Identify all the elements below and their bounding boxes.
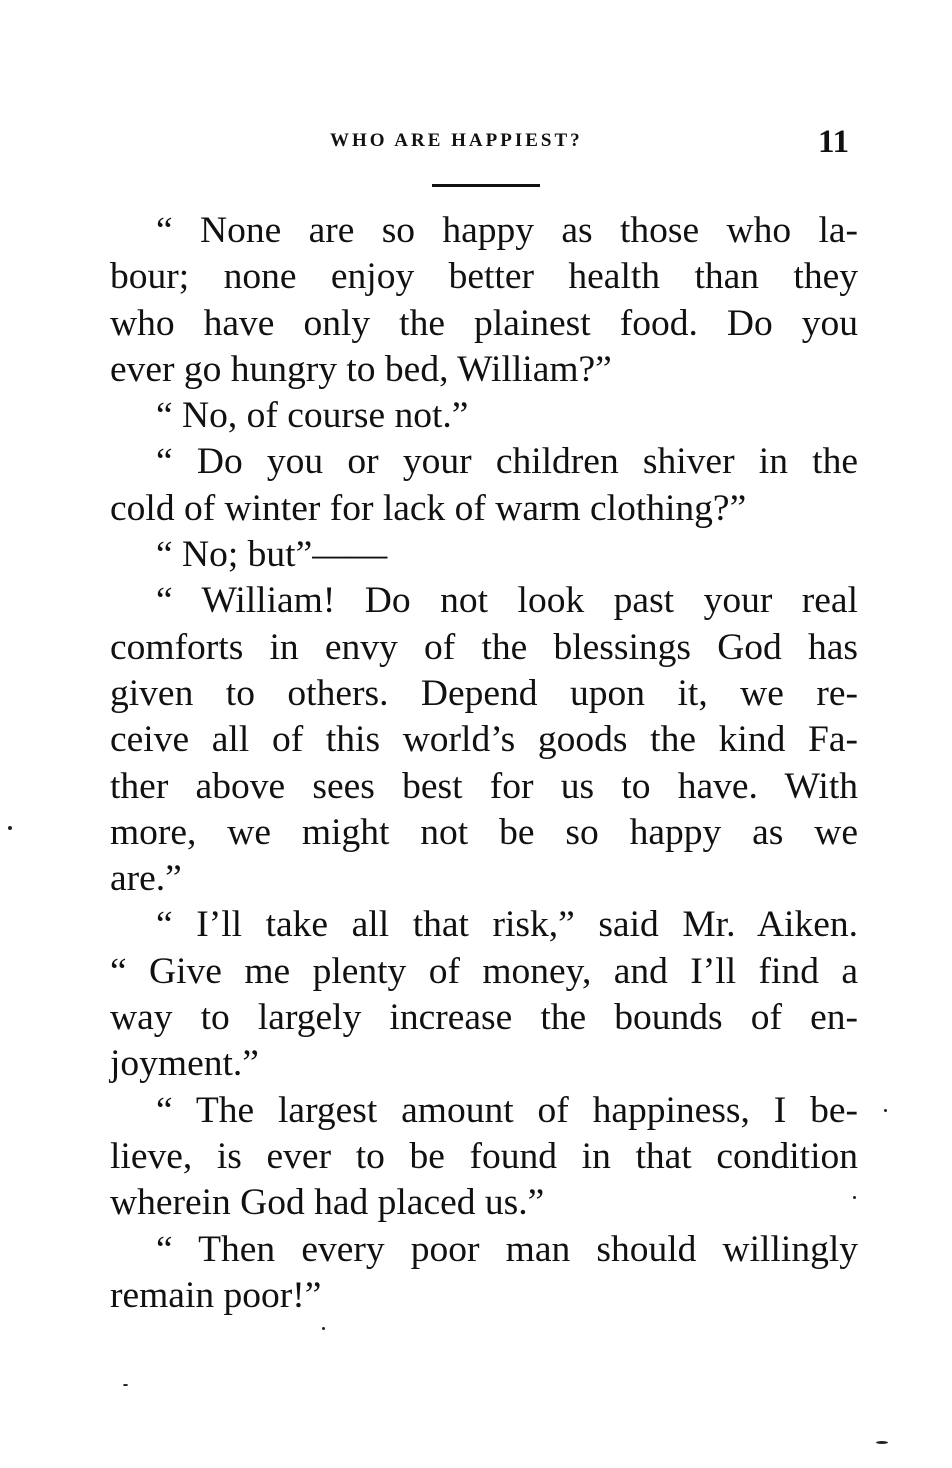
page-number: 11 <box>818 124 850 160</box>
text-line: “ I’ll take all that risk,” said Mr. Aiken. <box>156 904 858 946</box>
text-line: cold of winter for lack of warm clothing?” <box>110 487 747 529</box>
text-line: bour; none enjoy better health than they <box>110 256 858 298</box>
paragraph <box>110 393 858 439</box>
header-rule <box>432 184 540 187</box>
text-line: way to largely increase the bounds of en- <box>110 997 858 1039</box>
paragraph <box>110 439 858 532</box>
text-line: remain poor!” <box>110 1274 322 1316</box>
scan-speck <box>876 1441 888 1444</box>
text-line: comforts in envy of the blessings God has <box>110 626 858 668</box>
text-line: wherein God had placed us.” <box>110 1182 545 1224</box>
text-line: lieve, is ever to be found in that condition <box>110 1135 858 1177</box>
paragraph <box>110 578 858 902</box>
paragraph <box>110 1227 858 1320</box>
scan-speck <box>322 1327 325 1330</box>
text-line: who have only the plainest food. Do you <box>110 302 858 344</box>
text-line: given to others. Depend upon it, we re- <box>110 672 858 714</box>
paragraph <box>110 532 858 578</box>
text-line: “ William! Do not look past your real <box>156 580 858 622</box>
text-line: ever go hungry to bed, William?” <box>110 348 612 390</box>
text-line: ther above sees best for us to have. With <box>110 765 858 807</box>
paragraph <box>110 902 858 1087</box>
scan-speck <box>884 1109 887 1112</box>
text-line: joyment.” <box>110 1043 259 1085</box>
text-line: “ No; but”—— <box>156 534 388 576</box>
body-text <box>110 208 858 1319</box>
paragraph <box>110 208 858 393</box>
text-line: “ Do you or your children shiver in the <box>156 441 858 483</box>
text-line: “ No, of course not.” <box>156 395 469 437</box>
scan-speck <box>123 1384 128 1386</box>
text-line: “ Then every poor man should willingly <box>156 1228 858 1270</box>
text-line: are.” <box>110 858 182 900</box>
text-line: “ Give me plenty of money, and I’ll find a <box>110 950 858 992</box>
running-head: WHO ARE HAPPIEST? <box>330 130 583 151</box>
text-line: “ None are so happy as those who la- <box>156 210 858 251</box>
paragraph <box>110 1088 858 1227</box>
page-header <box>0 124 952 164</box>
scan-speck <box>8 826 12 830</box>
text-line: more, we might not be so happy as we <box>110 811 858 853</box>
text-line: “ The largest amount of happiness, I be- <box>156 1089 858 1131</box>
text-line: ceive all of this world’s goods the kind Fa- <box>110 719 858 761</box>
scan-speck <box>853 1196 856 1199</box>
